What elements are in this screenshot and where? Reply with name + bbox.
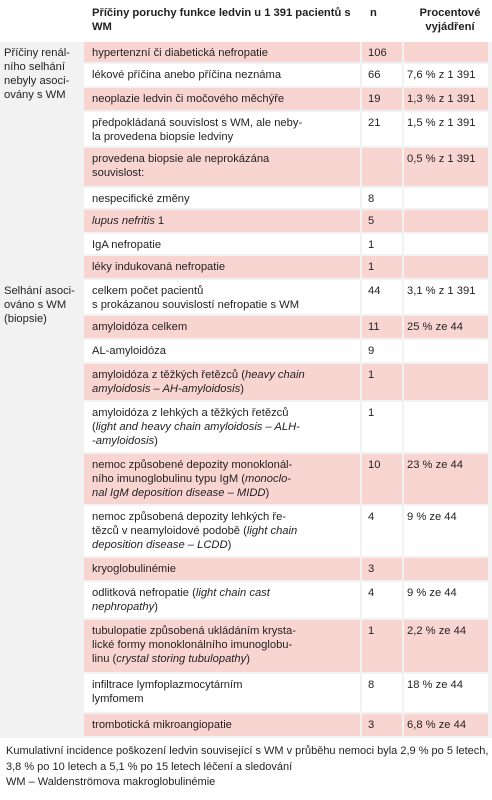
- column-divider: [360, 64, 362, 86]
- column-divider: [360, 234, 362, 254]
- count-cell: 3: [368, 563, 375, 575]
- table-row: [84, 620, 488, 672]
- count-cell: 19: [368, 93, 381, 105]
- percent-cell: 9 % ze 44: [407, 511, 457, 523]
- cause-cell: AL-amyloidóza: [92, 345, 166, 357]
- cause-cell: amyloidóza z lehkých a těžkých řetězců (light and heavy chain amyloidosis – ALH- -amyloidosis): [92, 407, 300, 447]
- column-divider: [402, 316, 404, 338]
- column-divider: [402, 506, 404, 556]
- cause-cell: amyloidóza z těžkých řetězců (heavy chain amyloidosis – AH-amyloidosis): [92, 369, 305, 395]
- count-cell: 4: [368, 587, 375, 599]
- column-divider: [360, 316, 362, 338]
- column-divider: [360, 188, 362, 208]
- column-divider: [402, 582, 404, 618]
- percent-cell: 23 % ze 44: [407, 459, 463, 471]
- table-row: [84, 506, 488, 556]
- column-divider: [360, 112, 362, 146]
- percent-cell: 3,1 % z 1 391: [407, 285, 476, 297]
- table-header: [0, 0, 492, 42]
- count-cell: 10: [368, 459, 381, 471]
- cause-cell: IgA nefropatie: [92, 239, 162, 251]
- cause-cell: provedena biopsie ale neprokázána souvislost:: [92, 153, 270, 179]
- table-row: [84, 340, 488, 362]
- table-row: [84, 280, 488, 314]
- count-cell: 66: [368, 69, 381, 81]
- count-cell: 11: [368, 321, 380, 333]
- table-row: [84, 558, 488, 580]
- percent-cell: 1,5 % z 1 391: [407, 117, 476, 129]
- column-divider: [402, 148, 404, 186]
- table-row: [84, 402, 488, 452]
- count-cell: 5: [368, 215, 375, 227]
- column-divider: [402, 64, 404, 86]
- cause-cell: amyloidóza celkem: [92, 321, 188, 333]
- cause-cell: trombotická mikroangiopatie: [92, 719, 232, 731]
- table-row: [84, 234, 488, 254]
- percent-cell: 2,2 % ze 44: [407, 625, 467, 637]
- percent-cell: 7,6 % z 1 391: [407, 69, 476, 81]
- cause-cell: celkem počet pacientů s prokázanou souvislostí nefropatie s WM: [92, 285, 300, 311]
- column-divider: [360, 454, 362, 504]
- percent-cell: 9 % ze 44: [407, 587, 457, 599]
- table-row: [84, 256, 488, 278]
- column-divider: [402, 620, 404, 672]
- cause-italic-text: light and heavy chain amyloidosis – ALH- -amyloidosis: [92, 421, 300, 447]
- column-divider: [402, 42, 404, 62]
- table-row: [84, 714, 488, 736]
- percent-cell: 0,5 % z 1 391: [407, 153, 476, 165]
- column-divider: [402, 558, 404, 580]
- cause-cell: předpokládaná souvislost s WM, ale neby- la provedena biopsie ledviny: [92, 117, 303, 143]
- percent-cell: 6,8 % ze 44: [407, 719, 467, 731]
- cause-cell: odlitková nefropatie (light chain cast nephropathy): [92, 587, 270, 613]
- column-divider: [360, 558, 362, 580]
- count-cell: 106: [368, 47, 387, 59]
- table-row: [84, 582, 488, 618]
- column-divider: [402, 340, 404, 362]
- column-divider: [402, 280, 404, 314]
- header-percent: Procentové vyjádření: [419, 7, 481, 33]
- column-divider: [360, 364, 362, 400]
- cause-cell: tubulopatie způsobená ukládáním krysta- lické formy monoklonálního imunoglobu- linu (crystal storing tubulopathy): [92, 625, 296, 665]
- column-divider: [360, 148, 362, 186]
- cause-cell: nespecifické změny: [92, 193, 190, 205]
- column-divider: [360, 620, 362, 672]
- table-row: [84, 454, 488, 504]
- column-divider: [360, 88, 362, 110]
- column-divider: [360, 280, 362, 314]
- column-divider: [360, 582, 362, 618]
- cause-cell: infiltrace lymfoplazmocytárním lymfomem: [92, 679, 243, 705]
- table-row: [84, 210, 488, 232]
- column-divider: [360, 506, 362, 556]
- cause-italic-text: heavy chain amyloidosis – AH-amyloidosis: [92, 369, 305, 395]
- cause-italic-text: light chain cast nephropathy: [92, 587, 270, 613]
- table-row: [84, 112, 488, 146]
- cause-cell: nemoc způsobená depozity lehkých ře- tězců v neamyloidové podobě (light chain deposition disease – LCDD): [92, 511, 298, 551]
- column-divider: [402, 188, 404, 208]
- column-divider: [402, 88, 404, 110]
- count-cell: 1: [368, 239, 375, 251]
- percent-cell: 1,3 % z 1 391: [407, 93, 476, 105]
- cause-italic-text: monoclo- nal IgM deposition disease – MIDD: [92, 473, 292, 499]
- cause-cell: lékové příčina anebo příčina neznáma: [92, 69, 282, 81]
- count-cell: 8: [368, 193, 375, 205]
- cause-italic-text: lupus nefritis: [92, 215, 155, 227]
- header-causes: Příčiny poruchy funkce ledvin u 1 391 pacientů s WM: [92, 7, 351, 33]
- column-divider: [402, 256, 404, 278]
- table-row: [84, 364, 488, 400]
- cause-cell: nemoc způsobené depozity monoklonál- ního imunoglobulinu typu IgM (monoclo- nal IgM deposition disease – MIDD): [92, 459, 293, 499]
- group-label-not-associated: Příčiny renál- ního selhání nebyly asoci- ovány s WM: [4, 47, 70, 101]
- count-cell: 21: [368, 117, 381, 129]
- table-row: [84, 674, 488, 712]
- cause-cell: léky indukovaná nefropatie: [92, 261, 226, 273]
- column-divider: [402, 112, 404, 146]
- count-cell: 9: [368, 345, 375, 357]
- percent-cell: 18 % ze 44: [407, 679, 463, 691]
- count-cell: 44: [368, 285, 381, 297]
- table-footnote: Kumulativní incidence poškození ledvin související s WM v průběhu nemoci byla 2,9 % po 5 letech, 3,8 % po 10 letech a 5,1 % po 15 letech léčení a sledování WM – Waldenströmova makroglobulinémie: [6, 745, 489, 788]
- column-divider: [360, 256, 362, 278]
- cause-cell: kryoglobulinémie: [92, 563, 176, 575]
- cause-italic-text: crystal storing tubulopathy: [116, 653, 247, 665]
- column-divider: [402, 454, 404, 504]
- count-cell: 1: [368, 625, 375, 637]
- count-cell: 1: [368, 261, 375, 273]
- column-divider: [402, 234, 404, 254]
- table-row: [84, 88, 488, 110]
- column-divider: [402, 674, 404, 712]
- percent-cell: 25 % ze 44: [407, 321, 463, 333]
- table-row: [84, 64, 488, 86]
- column-divider: [402, 364, 404, 400]
- table-row: [84, 188, 488, 208]
- column-divider: [360, 402, 362, 452]
- cause-cell: hypertenzní či diabetická nefropatie: [92, 47, 269, 59]
- table-row: [84, 148, 488, 186]
- column-divider: [360, 42, 362, 62]
- column-divider: [360, 714, 362, 736]
- count-cell: 1: [368, 369, 375, 381]
- count-cell: 3: [368, 719, 375, 731]
- count-cell: 8: [368, 679, 375, 691]
- header-n: n: [370, 7, 377, 19]
- count-cell: 1: [368, 407, 375, 419]
- column-divider: [360, 210, 362, 232]
- table-row: [84, 316, 488, 338]
- column-divider: [402, 210, 404, 232]
- column-divider: [402, 402, 404, 452]
- column-divider: [360, 340, 362, 362]
- column-divider: [402, 714, 404, 736]
- cause-italic-text: light chain deposition disease – LCDD: [92, 525, 298, 551]
- cause-cell: neoplazie ledvin či močového měchýře: [92, 93, 285, 105]
- table-row: [84, 42, 488, 62]
- count-cell: 4: [368, 511, 375, 523]
- cause-cell: lupus nefritis 1: [92, 215, 165, 227]
- column-divider: [360, 674, 362, 712]
- group-label-associated: Selhání asoci- ováno s WM (biopsie): [4, 285, 75, 325]
